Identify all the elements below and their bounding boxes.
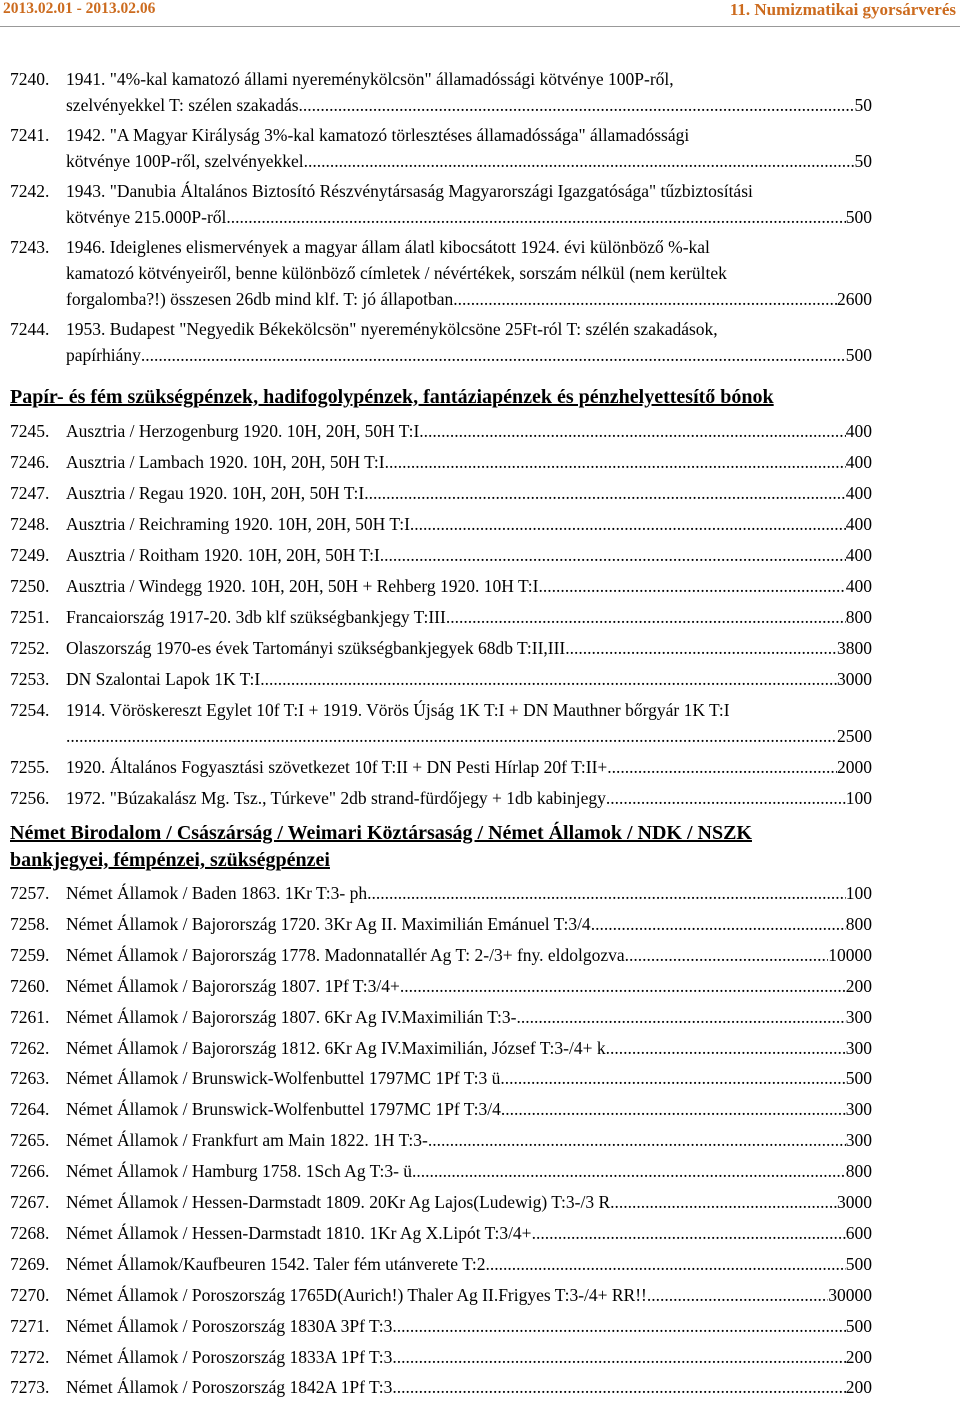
item-number: 7266. <box>10 1161 50 1182</box>
item-price: 600 <box>845 1222 872 1243</box>
dot-leader <box>392 1344 845 1370</box>
item-line <box>66 973 872 999</box>
item-description: kötvénye 215.000P-ről <box>66 207 227 227</box>
item-number: 7271. <box>10 1315 50 1336</box>
dot-leader <box>517 1004 846 1030</box>
item-description: Német Államok / Bajorország 1720. 3Kr Ag II. Maximilián Emánuel T:3/4 <box>66 913 591 934</box>
item-number: 7250. <box>10 576 50 596</box>
item-number: 7248. <box>10 514 50 534</box>
item-number: 7240. <box>10 69 50 89</box>
item-number: 7272. <box>10 1346 50 1367</box>
item-description: Német Államok / Brunswick-Wolfenbuttel 1797MC 1Pf T:3 ü. <box>66 1068 505 1089</box>
item-line <box>66 286 872 312</box>
dot-leader <box>260 666 837 692</box>
item-description: Francaiország 1917-20. 3db klf szükségbankjegy T:III <box>66 607 446 627</box>
item-line <box>66 785 872 811</box>
item-number: 7261. <box>10 1006 50 1027</box>
item-number: 7262. <box>10 1037 50 1058</box>
item-description: 1946. Ideiglenes elismervények a magyar állam álatl kibocsátott 1924. évi különböző %-kal <box>66 237 710 257</box>
dot-leader <box>410 511 846 537</box>
dot-leader <box>141 342 846 368</box>
item-number: 7243. <box>10 237 50 257</box>
item-number: 7257. <box>10 883 50 903</box>
item-number: 7273. <box>10 1377 50 1398</box>
item-price: 2000 <box>837 757 872 777</box>
item-line <box>66 754 872 780</box>
item-price: 800 <box>845 913 872 934</box>
dot-leader <box>607 754 837 780</box>
item-line <box>66 542 872 568</box>
item-number: 7242. <box>10 181 50 201</box>
item-price: 10000 <box>828 944 872 965</box>
item-price: 100 <box>845 883 872 903</box>
item-description: kötvénye 100P-ről, szelvényekkel <box>66 151 304 171</box>
dot-leader <box>392 1313 845 1339</box>
item-line <box>66 449 872 475</box>
dot-leader <box>392 1374 845 1400</box>
item-number: 7268. <box>10 1222 50 1243</box>
item-description: 1953. Budapest "Negyedik Békekölcsön" nyereménykölcsöne 25Ft-ról T: szélén szakadások, <box>66 319 718 339</box>
item-price: 3000 <box>837 669 872 689</box>
item-price: 500 <box>845 345 872 365</box>
item-line <box>66 92 872 118</box>
section-heading: bankjegyei, fémpénzei, szükségpénzei <box>10 849 330 871</box>
dot-leader <box>647 1282 828 1308</box>
dot-leader <box>501 1096 846 1122</box>
section-heading: Papír- és fém szükségpénzek, hadifogolypénzek, fantáziapénzek és pénzhelyettesítő bónok <box>10 386 774 408</box>
item-price: 300 <box>845 1037 872 1058</box>
item-line <box>66 1035 872 1061</box>
dot-leader <box>610 1189 837 1215</box>
item-description: 1941. "4%-kal kamatozó állami nyereménykölcsön" államadóssági kötvénye 100P-ről, <box>66 69 674 89</box>
item-price: 800 <box>845 607 872 627</box>
dot-leader <box>299 92 855 118</box>
item-number: 7264. <box>10 1099 50 1120</box>
dot-leader <box>400 973 846 999</box>
item-price: 400 <box>845 452 872 472</box>
item-price: 500 <box>845 1315 872 1336</box>
item-line <box>66 1158 872 1184</box>
item-line <box>66 942 872 968</box>
item-number: 7255. <box>10 757 50 777</box>
item-price: 3800 <box>837 638 872 658</box>
item-price: 200 <box>845 975 872 996</box>
item-number: 7244. <box>10 319 50 339</box>
dot-leader <box>304 148 855 174</box>
item-description: Német Államok / Frankfurt am Main 1822. 1H T:3- <box>66 1130 428 1151</box>
item-price: 50 <box>854 95 872 115</box>
item-price: 300 <box>845 1006 872 1027</box>
item-number: 7245. <box>10 421 50 441</box>
item-price: 500 <box>845 207 872 227</box>
item-price: 300 <box>845 1130 872 1151</box>
item-description: Német Államok / Bajorország 1807. 6Kr Ag IV.Maximilián T:3- <box>66 1006 517 1027</box>
item-line <box>66 148 872 174</box>
item-line <box>66 204 872 230</box>
dot-leader <box>591 911 846 937</box>
item-number: 7254. <box>10 700 50 720</box>
item-line <box>66 604 872 630</box>
item-description: papírhiány <box>66 345 141 365</box>
section-heading: Német Birodalom / Császárság / Weimari Köztársaság / Német Államok / NDK / NSZK <box>10 822 752 844</box>
item-price: 400 <box>845 514 872 534</box>
item-price: 500 <box>845 1068 872 1089</box>
item-number: 7251. <box>10 607 50 627</box>
item-line <box>66 418 872 444</box>
item-line <box>66 511 872 537</box>
item-line <box>66 573 872 599</box>
item-description: 1942. "A Magyar Királyság 3%-kal kamatozó törlesztéses államadóssága" államadóssági <box>66 125 690 145</box>
item-price: 200 <box>845 1377 872 1398</box>
dot-leader <box>364 480 846 506</box>
item-line <box>66 1282 872 1308</box>
item-description: Német Államok / Poroszország 1830A 3Pf T:3 <box>66 1315 393 1336</box>
item-number: 7241. <box>10 125 50 145</box>
item-price: 30000 <box>828 1284 872 1305</box>
item-number: 7259. <box>10 944 50 965</box>
item-line <box>66 1096 872 1122</box>
date-range: 2013.02.01 - 2013.02.06 <box>3 0 156 17</box>
item-description: forgalomba?!) összesen 26db mind klf. T: jó állapotban <box>66 289 454 309</box>
item-description: Ausztria / Windegg 1920. 10H, 20H, 50H + Rehberg 1920. 10H T:I <box>66 576 539 596</box>
item-number: 7249. <box>10 545 50 565</box>
dot-leader <box>610 1035 846 1061</box>
item-continuation: kamatozó kötvényeiről, benne különböző címletek / névértékek, sorszám nélkül (nem kerültek <box>66 263 727 283</box>
dot-leader <box>625 942 829 968</box>
item-line <box>66 342 872 368</box>
item-description: Német Államok / Poroszország 1765D(Aurich!) Thaler Ag II.Frigyes T:3-/4+ RR!! <box>66 1284 647 1305</box>
dot-leader <box>385 449 846 475</box>
dot-leader <box>606 785 846 811</box>
dot-leader <box>565 635 837 661</box>
dot-leader <box>416 1158 845 1184</box>
item-number: 7270. <box>10 1284 50 1305</box>
dot-leader <box>419 418 845 444</box>
dot-leader <box>453 286 837 312</box>
item-line <box>66 1344 872 1370</box>
item-description: Ausztria / Herzogenburg 1920. 10H, 20H, 50H T:I <box>66 421 420 441</box>
item-description: 1914. Vöröskereszt Egylet 10f T:I + 1919. Vörös Újság 1K T:I + DN Mauthner bőrgyár 1K T:I <box>66 700 730 720</box>
item-number: 7258. <box>10 913 50 934</box>
item-line <box>66 1004 872 1030</box>
item-description: Ausztria / Reichraming 1920. 10H, 20H, 50H T:I <box>66 514 410 534</box>
item-description: Német Államok / Bajorország 1807. 1Pf T:3/4+ <box>66 975 400 996</box>
dot-leader <box>532 1220 846 1246</box>
item-line <box>66 1251 872 1277</box>
item-price: 3000 <box>837 1192 872 1212</box>
item-line <box>66 911 872 937</box>
item-description: Ausztria / Lambach 1920. 10H, 20H, 50H T:I <box>66 452 385 472</box>
item-description: Német Államok / Baden 1863. 1Kr T:3- ph. <box>66 883 372 903</box>
dot-leader <box>428 1127 846 1153</box>
item-price: 800 <box>845 1161 872 1182</box>
item-description: Német Államok / Bajorország 1812. 6Kr Ag IV.Maximilián, József T:3-/4+ k. <box>66 1037 610 1058</box>
item-description: Német Államok / Poroszország 1833A 1Pf T:3 <box>66 1346 393 1367</box>
item-description: szelvényekkel T: szélen szakadás <box>66 95 299 115</box>
item-description: Német Államok / Poroszország 1842A 1Pf T:3 <box>66 1377 393 1398</box>
dot-leader <box>372 880 846 906</box>
item-line <box>66 1313 872 1339</box>
item-line <box>66 1220 872 1246</box>
item-price: 400 <box>845 576 872 596</box>
item-line <box>66 880 872 906</box>
item-number: 7267. <box>10 1192 50 1212</box>
item-description: DN Szalontai Lapok 1K T:I <box>66 669 261 689</box>
dot-leader <box>486 1251 846 1277</box>
item-line <box>66 1065 872 1091</box>
item-line <box>66 480 872 506</box>
item-description: Olaszország 1970-es évek Tartományi szükségbankjegyek 68db T:II,III <box>66 638 566 658</box>
item-description: Német Államok / Bajorország 1778. Madonnatallér Ag T: 2-/3+ fny. eldolgozva <box>66 944 625 965</box>
item-description: Ausztria / Regau 1920. 10H, 20H, 50H T:I <box>66 483 365 503</box>
item-description: Német Államok/Kaufbeuren 1542. Taler fém utánverete T:2 <box>66 1253 486 1274</box>
item-line <box>66 723 872 749</box>
item-description: Német Államok / Hessen-Darmstadt 1809. 20Kr Ag Lajos(Ludewig) T:3-/3 R <box>66 1192 611 1212</box>
item-number: 7256. <box>10 788 50 808</box>
item-price: 400 <box>845 483 872 503</box>
item-description: Német Államok / Hessen-Darmstadt 1810. 1Kr Ag X.Lipót T:3/4+ <box>66 1222 532 1243</box>
item-number: 7269. <box>10 1253 50 1274</box>
item-price: 2500 <box>837 726 872 746</box>
item-price: 100 <box>845 788 872 808</box>
item-price: 500 <box>845 1253 872 1274</box>
dot-leader <box>226 204 845 230</box>
item-description: Ausztria / Roitham 1920. 10H, 20H, 50H T:I <box>66 545 380 565</box>
item-line <box>66 1189 872 1215</box>
item-price: 400 <box>845 545 872 565</box>
dot-leader <box>446 604 846 630</box>
item-price: 2600 <box>837 289 872 309</box>
item-description: 1972. "Búzakalász Mg. Tsz., Túrkeve" 2db strand-fürdőjegy + 1db kabinjegy <box>66 788 606 808</box>
dot-leader <box>66 723 837 749</box>
item-description: Német Államok / Brunswick-Wolfenbuttel 1797MC 1Pf T:3/4 <box>66 1099 501 1120</box>
item-description: Német Államok / Hamburg 1758. 1Sch Ag T:3- ü. <box>66 1161 417 1182</box>
auction-title: 11. Numizmatikai gyorsárverés <box>729 0 956 19</box>
item-price: 300 <box>845 1099 872 1120</box>
item-line <box>66 666 872 692</box>
item-price: 400 <box>845 421 872 441</box>
item-line <box>66 635 872 661</box>
header-divider <box>0 26 960 27</box>
item-line <box>66 1374 872 1400</box>
item-number: 7260. <box>10 975 50 996</box>
item-description: 1943. "Danubia Általános Biztosító Részvénytársaság Magyarországi Igazgatósága" tűzbiztosítási <box>66 181 753 201</box>
item-price: 50 <box>854 151 872 171</box>
item-price: 200 <box>845 1346 872 1367</box>
item-number: 7246. <box>10 452 50 472</box>
dot-leader <box>505 1065 846 1091</box>
item-number: 7247. <box>10 483 50 503</box>
item-number: 7252. <box>10 638 50 658</box>
item-number: 7263. <box>10 1068 50 1089</box>
item-line <box>66 1127 872 1153</box>
page-header <box>0 0 960 24</box>
item-description: 1920. Általános Fogyasztási szövetkezet 10f T:II + DN Pesti Hírlap 20f T:II+ <box>66 757 608 777</box>
item-number: 7265. <box>10 1130 50 1151</box>
dot-leader <box>380 542 846 568</box>
item-number: 7253. <box>10 669 50 689</box>
dot-leader <box>538 573 845 599</box>
